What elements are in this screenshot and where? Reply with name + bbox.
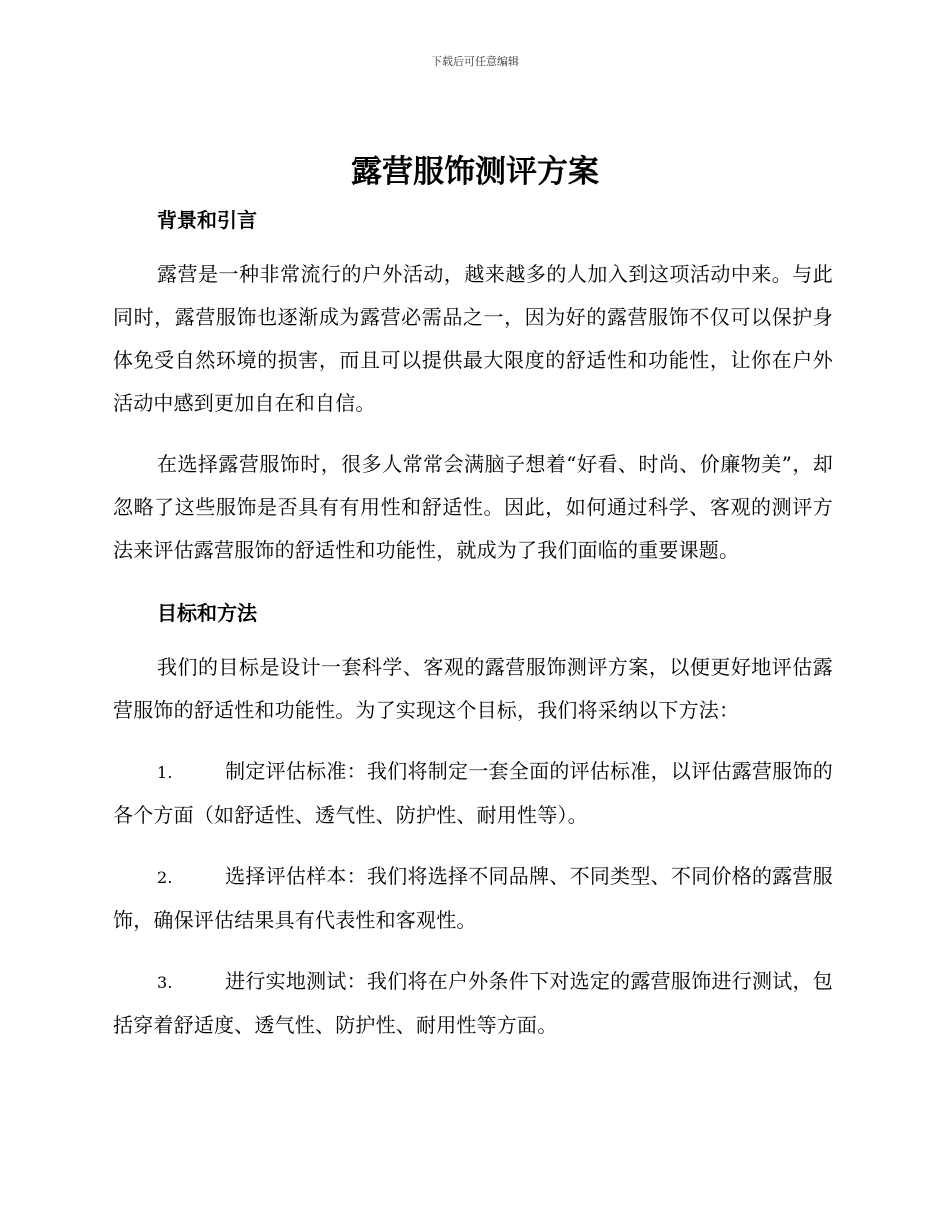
section-heading-goals: 目标和方法 <box>157 601 257 625</box>
list-number: 3. <box>157 973 173 992</box>
list-item-text: 进行实地测试：我们将在户外条件下对选定的露营服饰进行测试，包括穿着舒适度、透气性、防护性、耐用性等方面。 <box>113 969 833 1037</box>
list-item-text: 选择评估样本：我们将选择不同品牌、不同类型、不同价格的露营服饰，确保评估结果具有代表性和客观性。 <box>113 864 833 932</box>
list-item-text: 制定评估标准：我们将制定一套全面的评估标准，以评估露营服饰的各个方面（如舒适性、透气性、防护性、耐用性等）。 <box>113 759 833 827</box>
document-body <box>113 201 833 1065</box>
method-list-item-2 <box>113 855 833 942</box>
section-heading-background: 背景和引言 <box>157 208 257 232</box>
list-number: 2. <box>157 868 173 887</box>
method-list-item-1 <box>113 750 833 837</box>
page-header-note: 下载后可任意编辑 <box>431 55 519 68</box>
goals-paragraph: 我们的目标是设计一套科学、客观的露营服饰测评方案，以便更好地评估露营服饰的舒适性和功能性。为了实现这个目标，我们将采纳以下方法： <box>113 655 833 722</box>
background-paragraph-1: 露营是一种非常流行的户外活动，越来越多的人加入到这项活动中来。与此同时，露营服饰也逐渐成为露营必需品之一，因为好的露营服饰不仅可以保护身体免受自然环境的损害，而且可以提供最大限度的舒适性和功能性，让你在户外活动中感到更加自在和自信。 <box>113 262 833 415</box>
method-list-item-3 <box>113 960 833 1047</box>
list-number: 1. <box>157 763 173 782</box>
background-paragraph-2: 在选择露营服饰时，很多人常常会满脑子想着“好看、时尚、价廉物美”，却忽略了这些服饰是否具有有用性和舒适性。因此，如何通过科学、客观的测评方法来评估露营服饰的舒适性和功能性，就成为了我们面临的重要课题。 <box>113 452 833 562</box>
document-title: 露营服饰测评方案 <box>351 154 599 190</box>
